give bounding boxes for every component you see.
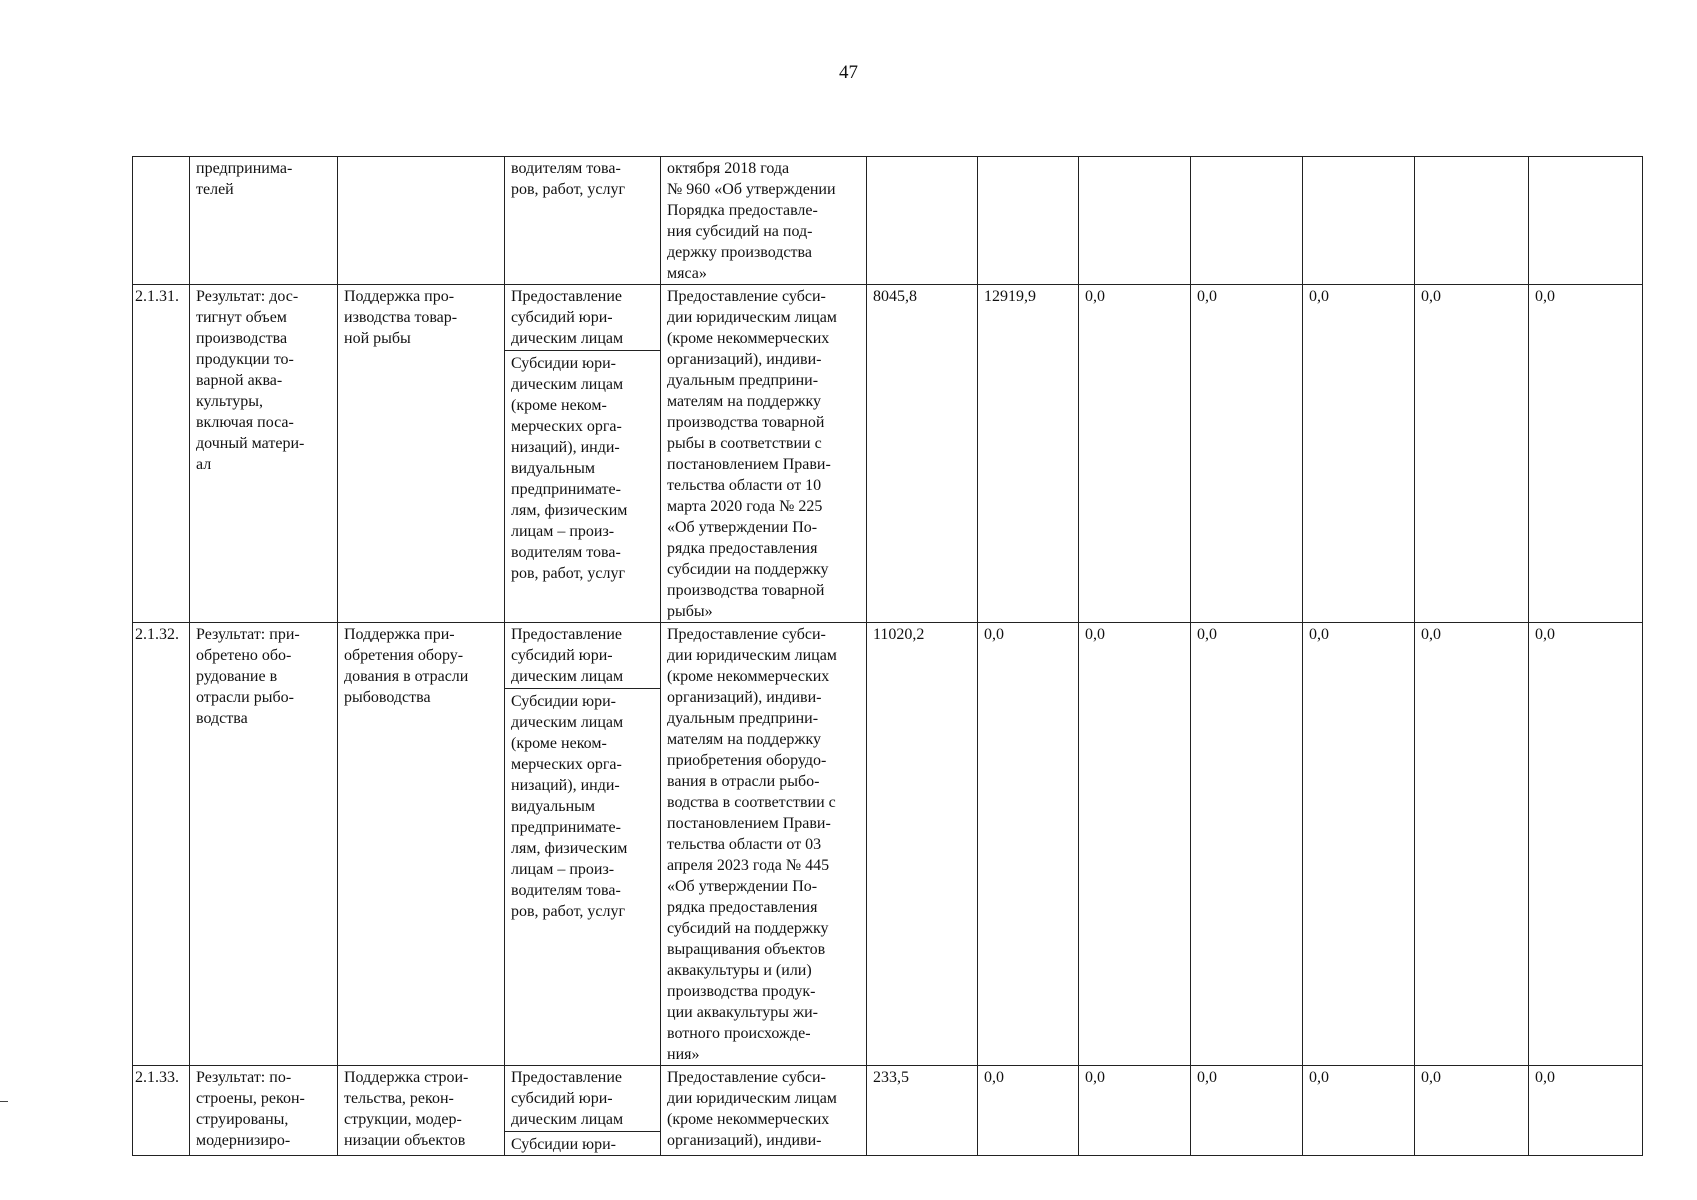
support-type-bottom: Субсидии юри- дическим лицам (кроме неком- мерческих орга- низаций), инди- видуальным предпринимате- лям, физическим лицам – произ- водителям това- ров, работ, услуг — [511, 355, 628, 582]
event-cell: Поддержка при- обретения обору- дования в отрасли рыбоводства — [338, 623, 505, 1066]
description-cell: Предоставление субси- дии юридическим лицам (кроме некоммерческих организаций), индиви- — [661, 1066, 867, 1156]
row-number-cell: 2.1.32. — [133, 623, 190, 1066]
support-type-cell — [505, 285, 661, 623]
event-cell — [338, 157, 505, 285]
value-cell: 0,0 — [1529, 623, 1643, 1066]
result-cell: предпринима- телей — [190, 157, 338, 285]
description-cell: Предоставление субси- дии юридическим лицам (кроме некоммерческих организаций), индиви- дуальным предприни- мателям на поддержку приобретения оборудо- вания в отрасли рыбо- водства в соответствии с постановлением Прави- тельства области от 03 апреля 2023 года № 445 «Об утверждении По- рядка предоставления субсидий на поддержку выращивания объектов аквакультуры и (или) производства продук- ции аквакультуры жи- вотного происхожде- ния» — [661, 623, 867, 1066]
support-type-cell — [505, 1066, 661, 1156]
value-cell: 233,5 — [867, 1066, 978, 1156]
value-cell: 11020,2 — [867, 623, 978, 1066]
value-cell — [1303, 157, 1415, 285]
event-cell: Поддержка про- изводства товар- ной рыбы — [338, 285, 505, 623]
value-cell: 0,0 — [1415, 285, 1529, 623]
row-number-cell: 2.1.31. — [133, 285, 190, 623]
value-cell: 0,0 — [1079, 1066, 1191, 1156]
support-type-bottom: Субсидии юри- дическим лицам (кроме неком- мерческих орга- низаций), инди- видуальным предпринимате- лям, физическим лицам – произ- водителям това- ров, работ, услуг — [511, 693, 628, 920]
support-type-top: Предоставление субсидий юри- дическим лицам — [505, 624, 660, 689]
value-cell: 0,0 — [1529, 285, 1643, 623]
page-number: 47 — [839, 62, 858, 83]
support-type-top: водителям това- ров, работ, услуг — [511, 160, 626, 198]
value-cell: 0,0 — [1079, 285, 1191, 623]
value-cell: 12919,9 — [978, 285, 1079, 623]
support-type-cell — [505, 623, 661, 1066]
value-cell — [1191, 157, 1303, 285]
margin-mark — [0, 1101, 8, 1102]
table-row — [133, 623, 1643, 1066]
budget-table — [132, 156, 1643, 1156]
table-row — [133, 285, 1643, 623]
value-cell: 0,0 — [1415, 623, 1529, 1066]
value-cell: 0,0 — [1303, 285, 1415, 623]
value-cell: 0,0 — [1415, 1066, 1529, 1156]
value-cell — [1079, 157, 1191, 285]
support-type-cell — [505, 157, 661, 285]
value-cell — [978, 157, 1079, 285]
result-cell: Результат: дос- тигнут объем производства продукции то- варной аква- культуры, включая поса- дочный матери- ал — [190, 285, 338, 623]
support-type-top: Предоставление субсидий юри- дическим лицам — [505, 1067, 660, 1132]
description-cell: октября 2018 года № 960 «Об утверждении Порядка предоставле- ния субсидий на под- держку производства мяса» — [661, 157, 867, 285]
event-cell: Поддержка строи- тельства, рекон- струкции, модер- низации объектов — [338, 1066, 505, 1156]
value-cell: 0,0 — [978, 1066, 1079, 1156]
value-cell: 0,0 — [978, 623, 1079, 1066]
table-row — [133, 157, 1643, 285]
result-cell: Результат: по- строены, рекон- струированы, модернизиро- — [190, 1066, 338, 1156]
row-number-cell — [133, 157, 190, 285]
table-row — [133, 1066, 1643, 1156]
support-type-top: Предоставление субсидий юри- дическим лицам — [505, 286, 660, 351]
value-cell — [1415, 157, 1529, 285]
value-cell: 0,0 — [1303, 623, 1415, 1066]
value-cell: 0,0 — [1191, 285, 1303, 623]
support-type-bottom: Субсидии юри- — [511, 1136, 616, 1153]
value-cell: 0,0 — [1303, 1066, 1415, 1156]
row-number-cell: 2.1.33. — [133, 1066, 190, 1156]
value-cell — [867, 157, 978, 285]
value-cell — [1529, 157, 1643, 285]
result-cell: Результат: при- обретено обо- рудование в отрасли рыбо- водства — [190, 623, 338, 1066]
value-cell: 0,0 — [1191, 1066, 1303, 1156]
value-cell: 8045,8 — [867, 285, 978, 623]
description-cell: Предоставление субси- дии юридическим лицам (кроме некоммерческих организаций), индиви- дуальным предприни- мателям на поддержку производства товарной рыбы в соответствии с постановлением Прави- тельства области от 10 марта 2020 года № 225 «Об утверждении По- рядка предоставления субсидии на поддержку производства товарной рыбы» — [661, 285, 867, 623]
value-cell: 0,0 — [1079, 623, 1191, 1066]
value-cell: 0,0 — [1529, 1066, 1643, 1156]
value-cell: 0,0 — [1191, 623, 1303, 1066]
